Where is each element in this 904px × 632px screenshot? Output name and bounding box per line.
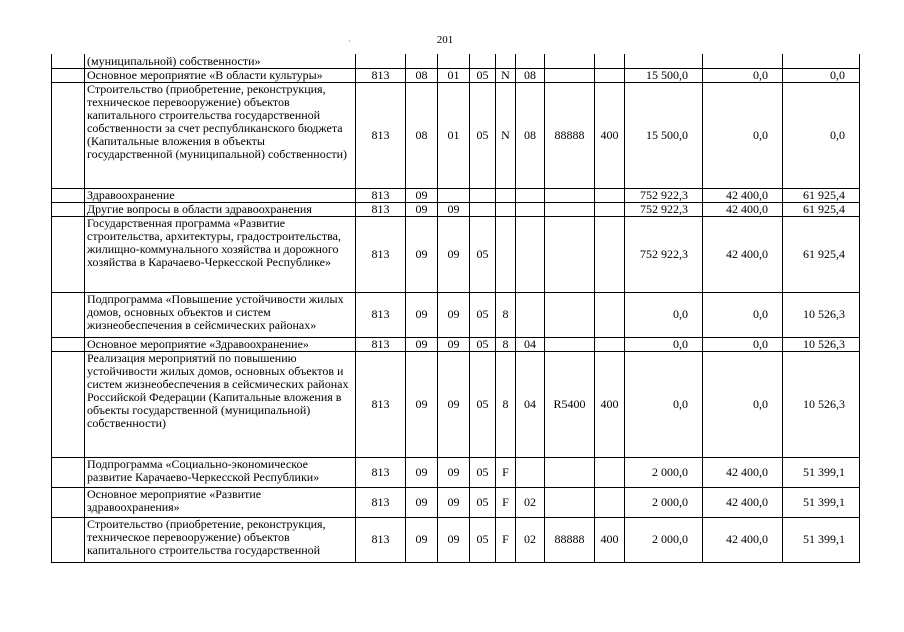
cell-admin-code: 813 — [356, 457, 406, 487]
cell-amount-year2: 0,0 — [703, 337, 783, 351]
cell-expense-type: 400 — [595, 82, 625, 188]
cell-event: 08 — [516, 82, 545, 188]
cell-event — [516, 292, 545, 337]
cell-amount-year2 — [703, 54, 783, 68]
table-row — [52, 82, 860, 188]
cell-subprogram: 8 — [496, 337, 516, 351]
cell-section: 08 — [406, 68, 438, 82]
cell-section: 09 — [406, 216, 438, 292]
cell-section: 09 — [406, 337, 438, 351]
cell-description: Подпрограмма «Социально-экономическое развитие Карачаево-Черкесской Республики» — [85, 457, 356, 487]
budget-table — [51, 54, 860, 563]
cell-direction — [545, 292, 595, 337]
cell-program: 05 — [470, 517, 496, 562]
cell-event: 04 — [516, 337, 545, 351]
cell-amount-year3: 61 925,4 — [783, 188, 860, 202]
cell-expense-type — [595, 188, 625, 202]
cell-amount-year2: 0,0 — [703, 351, 783, 457]
cell-subprogram: 8 — [496, 292, 516, 337]
cell-event — [516, 457, 545, 487]
cell-program — [470, 188, 496, 202]
cell-expense-type — [595, 202, 625, 216]
cell-expense-type — [595, 487, 625, 517]
cell-subsection: 01 — [438, 82, 470, 188]
cell-direction — [545, 487, 595, 517]
cell-section: 09 — [406, 351, 438, 457]
cell-amount-year2: 0,0 — [703, 292, 783, 337]
cell-blank — [52, 82, 85, 188]
cell-subprogram: N — [496, 68, 516, 82]
cell-program: 05 — [470, 351, 496, 457]
cell-amount-year2: 42 400,0 — [703, 517, 783, 562]
table-row — [52, 517, 860, 562]
cell-section: 09 — [406, 202, 438, 216]
cell-expense-type: 400 — [595, 351, 625, 457]
table-row — [52, 216, 860, 292]
cell-subsection: 09 — [438, 351, 470, 457]
cell-program: 05 — [470, 337, 496, 351]
cell-amount-year1: 15 500,0 — [625, 82, 703, 188]
cell-direction — [545, 457, 595, 487]
cell-blank — [52, 216, 85, 292]
cell-subsection: 09 — [438, 457, 470, 487]
cell-amount-year1 — [625, 54, 703, 68]
cell-blank — [52, 487, 85, 517]
cell-blank — [52, 54, 85, 68]
cell-subprogram: N — [496, 82, 516, 188]
cell-admin-code: 813 — [356, 68, 406, 82]
cell-expense-type — [595, 54, 625, 68]
cell-event: 08 — [516, 68, 545, 82]
cell-section: 09 — [406, 188, 438, 202]
cell-subprogram: F — [496, 457, 516, 487]
table-row — [52, 188, 860, 202]
cell-blank — [52, 202, 85, 216]
cell-subsection — [438, 54, 470, 68]
cell-amount-year2: 42 400,0 — [703, 457, 783, 487]
cell-subsection: 09 — [438, 292, 470, 337]
cell-amount-year3: 51 399,1 — [783, 457, 860, 487]
cell-subsection: 09 — [438, 487, 470, 517]
cell-direction — [545, 188, 595, 202]
cell-event — [516, 54, 545, 68]
cell-section: 09 — [406, 292, 438, 337]
cell-description: Основное мероприятие «Развитие здравоохранения» — [85, 487, 356, 517]
cell-admin-code: 813 — [356, 82, 406, 188]
cell-blank — [52, 68, 85, 82]
cell-direction: 88888 — [545, 82, 595, 188]
cell-direction: R5400 — [545, 351, 595, 457]
cell-amount-year3: 0,0 — [783, 68, 860, 82]
cell-subprogram: 8 — [496, 351, 516, 457]
cell-amount-year3: 51 399,1 — [783, 517, 860, 562]
cell-subsection: 09 — [438, 337, 470, 351]
cell-blank — [52, 337, 85, 351]
cell-amount-year3: 10 526,3 — [783, 351, 860, 457]
cell-subsection: 09 — [438, 216, 470, 292]
page-number: 201 — [436, 34, 454, 46]
cell-amount-year1: 2 000,0 — [625, 487, 703, 517]
cell-amount-year2: 42 400,0 — [703, 487, 783, 517]
cell-admin-code: 813 — [356, 337, 406, 351]
table-row — [52, 487, 860, 517]
cell-program: 05 — [470, 216, 496, 292]
cell-amount-year1: 2 000,0 — [625, 457, 703, 487]
cell-direction — [545, 68, 595, 82]
table-row — [52, 68, 860, 82]
cell-amount-year3: 0,0 — [783, 82, 860, 188]
cell-admin-code: 813 — [356, 292, 406, 337]
cell-amount-year3: 61 925,4 — [783, 216, 860, 292]
cell-section: 09 — [406, 517, 438, 562]
cell-expense-type — [595, 68, 625, 82]
cell-subsection: 01 — [438, 68, 470, 82]
cell-description: Другие вопросы в области здравоохранения — [85, 202, 356, 216]
cell-admin-code: 813 — [356, 202, 406, 216]
cell-program — [470, 54, 496, 68]
cell-subprogram — [496, 188, 516, 202]
cell-amount-year2: 42 400,0 — [703, 188, 783, 202]
cell-event — [516, 188, 545, 202]
cell-subprogram — [496, 216, 516, 292]
cell-admin-code: 813 — [356, 351, 406, 457]
cell-program: 05 — [470, 292, 496, 337]
cell-expense-type — [595, 337, 625, 351]
cell-amount-year1: 15 500,0 — [625, 68, 703, 82]
cell-description: Строительство (приобретение, реконструкция, техническое перевооружение) объектов капитального строительства государственной — [85, 517, 356, 562]
cell-description: Подпрограмма «Повышение устойчивости жилых домов, основных объектов и систем жизнеобеспечения в сейсмических районах» — [85, 292, 356, 337]
cell-subsection — [438, 188, 470, 202]
cell-admin-code: 813 — [356, 188, 406, 202]
cell-amount-year3: 10 526,3 — [783, 337, 860, 351]
cell-amount-year2: 0,0 — [703, 68, 783, 82]
cell-amount-year1: 752 922,3 — [625, 188, 703, 202]
cell-direction: 88888 — [545, 517, 595, 562]
table-row — [52, 292, 860, 337]
table-row — [52, 457, 860, 487]
cell-expense-type — [595, 216, 625, 292]
cell-subsection: 09 — [438, 517, 470, 562]
table-row — [52, 337, 860, 351]
cell-direction — [545, 337, 595, 351]
cell-amount-year1: 2 000,0 — [625, 517, 703, 562]
cell-expense-type: 400 — [595, 517, 625, 562]
cell-section — [406, 54, 438, 68]
cell-amount-year3 — [783, 54, 860, 68]
cell-subsection: 09 — [438, 202, 470, 216]
cell-program — [470, 202, 496, 216]
cell-event: 02 — [516, 517, 545, 562]
cell-blank — [52, 351, 85, 457]
cell-amount-year2: 42 400,0 — [703, 202, 783, 216]
cell-amount-year2: 42 400,0 — [703, 216, 783, 292]
cell-amount-year1: 752 922,3 — [625, 202, 703, 216]
cell-event: 04 — [516, 351, 545, 457]
cell-blank — [52, 292, 85, 337]
cell-admin-code: 813 — [356, 216, 406, 292]
cell-subprogram — [496, 202, 516, 216]
cell-amount-year1: 0,0 — [625, 292, 703, 337]
cell-event — [516, 216, 545, 292]
cell-description: Строительство (приобретение, реконструкция, техническое перевооружение) объектов капитального строительства государственной собственности за счет республиканского бюджета (Капитальные вложения в объекты государственной (муниципальной) собственности) — [85, 82, 356, 188]
table-row — [52, 351, 860, 457]
cell-program: 05 — [470, 487, 496, 517]
cell-amount-year3: 61 925,4 — [783, 202, 860, 216]
cell-section: 09 — [406, 457, 438, 487]
cell-amount-year3: 10 526,3 — [783, 292, 860, 337]
cell-amount-year1: 0,0 — [625, 337, 703, 351]
cell-direction — [545, 202, 595, 216]
cell-section: 09 — [406, 487, 438, 517]
cell-event: 02 — [516, 487, 545, 517]
cell-subprogram — [496, 54, 516, 68]
table-row — [52, 54, 860, 68]
cell-direction — [545, 216, 595, 292]
cell-description: Реализация мероприятий по повышению устойчивости жилых домов, основных объектов и систем жизнеобеспечения в сейсмических районах Российской Федерации (Капитальные вложения в объекты государственной (муниципальной) собственности) — [85, 351, 356, 457]
cell-admin-code: 813 — [356, 517, 406, 562]
cell-section: 08 — [406, 82, 438, 188]
cell-admin-code: 813 — [356, 487, 406, 517]
cell-program: 05 — [470, 457, 496, 487]
cell-blank — [52, 517, 85, 562]
cell-blank — [52, 457, 85, 487]
cell-amount-year1: 0,0 — [625, 351, 703, 457]
cell-event — [516, 202, 545, 216]
table-row — [52, 202, 860, 216]
cell-description: Здравоохранение — [85, 188, 356, 202]
cell-program: 05 — [470, 68, 496, 82]
cell-description: Государственная программа «Развитие строительства, архитектуры, градостроительства, жилищно-коммунального хозяйства и дорожного хозяйства в Карачаево-Черкесской Республике» — [85, 216, 356, 292]
cell-subprogram: F — [496, 517, 516, 562]
cell-amount-year3: 51 399,1 — [783, 487, 860, 517]
cell-expense-type — [595, 292, 625, 337]
cell-amount-year2: 0,0 — [703, 82, 783, 188]
cell-admin-code — [356, 54, 406, 68]
cell-blank — [52, 188, 85, 202]
cell-description: Основное мероприятие «В области культуры» — [85, 68, 356, 82]
cell-direction — [545, 54, 595, 68]
cell-expense-type — [595, 457, 625, 487]
cell-amount-year1: 752 922,3 — [625, 216, 703, 292]
cell-subprogram: F — [496, 487, 516, 517]
cell-program: 05 — [470, 82, 496, 188]
scan-speck: · — [348, 36, 351, 46]
cell-description: Основное мероприятие «Здравоохранение» — [85, 337, 356, 351]
cell-description: (муниципальной) собственности» — [85, 54, 356, 68]
